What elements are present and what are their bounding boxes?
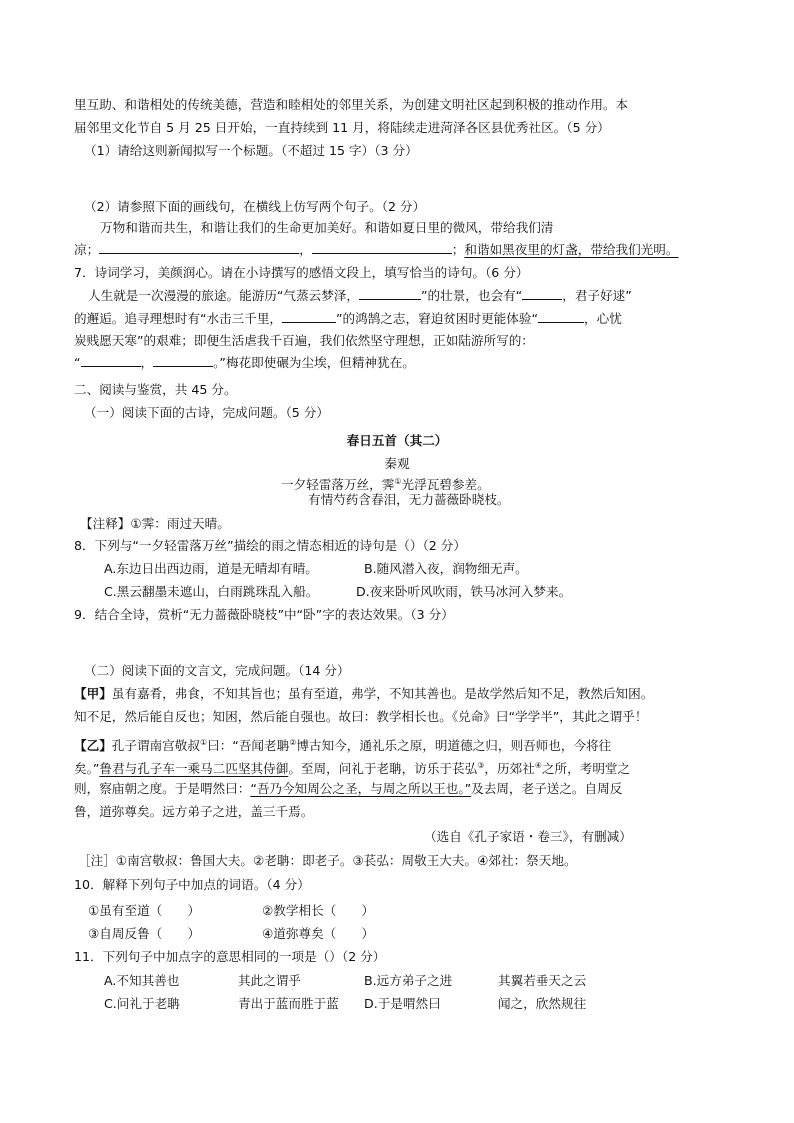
q7-text: “ bbox=[74, 355, 81, 370]
passage-text: ，历郊社 bbox=[484, 761, 535, 777]
q7-text: 。”梅花即使碾为尘埃，但精神犹在。 bbox=[213, 355, 415, 370]
imitation-line-2 bbox=[74, 241, 678, 259]
option-11-c-2: 青出于蓝而胜于蓝 bbox=[238, 996, 339, 1011]
passage-text: 博古知今，通礼乐之原，明道德之归，则吾师也，今将往 bbox=[296, 738, 612, 754]
poem-blank-4[interactable] bbox=[538, 310, 584, 323]
poem-blank-1[interactable] bbox=[359, 287, 421, 300]
passage-text: 虽有嘉肴，弗食，不知其旨也；虽有至道，弗学，不知其善也。是故学然后知不足，教然后知困。 bbox=[111, 686, 654, 701]
answer-blank-1[interactable] bbox=[99, 241, 299, 254]
news-line-2: 届邻里文化节自 5 月 25 日开始，一直持续到 11 月，将陆续走进菏泽各区县优秀社区。（5 分） bbox=[74, 120, 610, 135]
passage-text: 孔子谓南宫敬叔 bbox=[111, 738, 200, 754]
question-7-line-1 bbox=[88, 287, 632, 305]
passage-yi-line-1 bbox=[74, 734, 611, 755]
poem-text: 光浮瓦碧参差。 bbox=[401, 477, 490, 493]
underlined-sentence-1: 鲁君与孔子车一乘马二匹坚其侍御 bbox=[99, 761, 289, 777]
option-8-d[interactable]: D.夜来卧听风吹雨，铁马冰河入梦来。 bbox=[356, 584, 572, 599]
option-11-a-2: 其此之谓乎 bbox=[238, 973, 301, 988]
note-marker: ④ bbox=[534, 761, 542, 770]
passage-text: 。至周，问礼于老聃，访乐于苌弘 bbox=[288, 761, 478, 777]
imitation-start: 凉； bbox=[74, 242, 100, 257]
poem-blank-5[interactable] bbox=[81, 354, 141, 367]
q7-text: 人生就是一次漫漫的旅途。能游历“气蒸云梦泽， bbox=[88, 288, 359, 303]
imitation-sep-2: ； bbox=[451, 242, 465, 257]
q10-item-2[interactable]: ②教学相长（ ） bbox=[262, 903, 375, 918]
part-2-title: （二）阅读下面的文言文，完成问题。（14 分） bbox=[84, 663, 350, 678]
passage-text: 则，察庙朝之度。于是喟然曰： bbox=[74, 781, 251, 796]
question-8-title: 8．下列与“一夕轻雷落万丝”描绘的雨之情态相近的诗句是（）（2 分） bbox=[74, 538, 466, 553]
news-line-1: 里互助、和谐相处的传统美德，营造和睦相处的邻里关系，为创建文明社区起到积极的推动作用。本 bbox=[74, 97, 629, 112]
q10-item-1[interactable]: ①虽有至道（ ） bbox=[88, 903, 201, 918]
underlined-sentence-2: “吾乃今知周公之圣，与周之所以王也。” bbox=[250, 781, 472, 796]
poem-blank-2[interactable] bbox=[522, 287, 562, 300]
poem-blank-3[interactable] bbox=[282, 310, 336, 323]
option-11-b-2: 其翼若垂天之云 bbox=[498, 973, 587, 988]
passage-jia-line-2: 知不足，然后能自反也；知困，然后能自强也。故曰：教学相长也。《兑命》曰“学学半”，其此之谓乎！ bbox=[74, 709, 648, 724]
question-10-title: 10．解释下列句子中加点的词语。（4 分） bbox=[74, 877, 310, 892]
q7-text: ”的壮景，也会有“ bbox=[421, 288, 523, 303]
question-6-1: （1）请给这则新闻拟写一个标题。（不超过 15 字）（3 分） bbox=[84, 143, 418, 158]
poem-author: 秦观 bbox=[384, 456, 410, 471]
question-7-line-3: 炭贱愿天寒”的艰难；即便生活虐我千百遍，我们依然坚守理想，正如陆游所写的： bbox=[74, 333, 534, 348]
passage-jia-line-1 bbox=[74, 685, 653, 703]
poem-line-2: 有情芍药含春泪，无力蔷薇卧晓枝。 bbox=[308, 492, 510, 507]
part-1-title: （一）阅读下面的古诗，完成问题。（5 分） bbox=[84, 405, 329, 420]
passage-yi-line-2 bbox=[74, 757, 630, 778]
passage-text: 曰：“吾闻老聃 bbox=[207, 738, 290, 754]
option-11-d-2: 闻之，欣然规往 bbox=[498, 996, 587, 1011]
option-8-a[interactable]: A.东边日出西边雨，道是无晴却有晴。 bbox=[104, 561, 318, 576]
note-marker: ② bbox=[289, 738, 297, 747]
option-8-b[interactable]: B.随风潜入夜，润物细无声。 bbox=[364, 561, 528, 576]
q7-text: ，君子好逑” bbox=[562, 288, 632, 303]
option-11-a-1[interactable]: A.不知其善也 bbox=[104, 973, 180, 988]
imitation-sep: ， bbox=[299, 242, 312, 257]
question-11-title: 11．下列句子中加点字的意思相同的一项是（）（2 分） bbox=[74, 949, 386, 964]
note-marker: ③ bbox=[477, 761, 485, 770]
question-7-line-4 bbox=[74, 354, 415, 372]
q7-text: ”的鸿鹄之志，窘迫贫困时更能体验“ bbox=[336, 311, 538, 326]
passage-source: （选自《孔子家语・卷三》，有删减） bbox=[424, 829, 632, 844]
passage-text: 之所，考明堂之 bbox=[541, 761, 631, 777]
option-11-d-1[interactable]: D.于是喟然曰 bbox=[364, 996, 441, 1011]
question-7-line-2 bbox=[74, 310, 622, 328]
question-7-title: 7．诗词学习，美颜润心。请在小诗撰写的感悟文段上，填写恰当的诗句。（6 分） bbox=[74, 265, 529, 280]
option-11-b-1[interactable]: B.远方弟子之进 bbox=[364, 973, 453, 988]
q7-text: ，心忧 bbox=[584, 311, 622, 326]
poem-blank-6[interactable] bbox=[153, 354, 213, 367]
passage-label-jia: 【甲】 bbox=[74, 686, 112, 701]
passage-yi-line-3 bbox=[74, 780, 622, 798]
underlined-model-sentence: 和谐如黑夜里的灯盏，带给我们光明。 bbox=[464, 242, 679, 257]
passage-label-yi: 【乙】 bbox=[74, 738, 112, 754]
passage-notes: ［注］①南宫敬叔：鲁国大夫。②老聃：即老子。③苌弘：周敬王大夫。④郊社：祭天地。 bbox=[78, 853, 577, 868]
q7-text: 的邂逅。追寻理想时有“水击三千里， bbox=[74, 311, 283, 326]
section-2-title: 二、阅读与鉴赏，共 45 分。 bbox=[74, 382, 237, 397]
note-marker: ① bbox=[394, 477, 402, 486]
imitation-line-1: 万物和谐而共生，和谐让我们的生命更加美好。和谐如夏日里的微风，带给我们清 bbox=[100, 220, 554, 235]
option-11-c-1[interactable]: C.问礼于老聃 bbox=[104, 996, 180, 1011]
q10-item-4[interactable]: ④道弥尊矣（ ） bbox=[262, 926, 375, 941]
passage-yi-line-4: 鲁，道弥尊矣。远方弟子之进，盖三千焉。 bbox=[74, 804, 314, 819]
answer-blank-2[interactable] bbox=[312, 241, 452, 254]
passage-text: 矣。” bbox=[74, 761, 100, 777]
poem-title: 春日五首（其二） bbox=[346, 433, 448, 448]
question-6-2: （2）请参照下面的画线句，在横线上仿写两个句子。（2 分） bbox=[84, 199, 426, 214]
q7-text: ， bbox=[140, 355, 154, 370]
passage-text: 及去周，老子送之。自周反 bbox=[471, 781, 623, 796]
question-9-title: 9．结合全诗，赏析“无力蔷薇卧晓枝”中“卧”字的表达效果。（3 分） bbox=[74, 607, 454, 622]
option-8-c[interactable]: C.黑云翻墨未遮山，白雨跳珠乱入船。 bbox=[104, 584, 319, 599]
q10-item-3[interactable]: ③自周反鲁（ ） bbox=[88, 926, 201, 941]
note-marker: ① bbox=[199, 738, 208, 747]
poem-text: 一夕轻雷落万丝，霁 bbox=[281, 477, 395, 493]
poem-annotation: 【注释】①霁：雨过天晴。 bbox=[80, 516, 230, 531]
